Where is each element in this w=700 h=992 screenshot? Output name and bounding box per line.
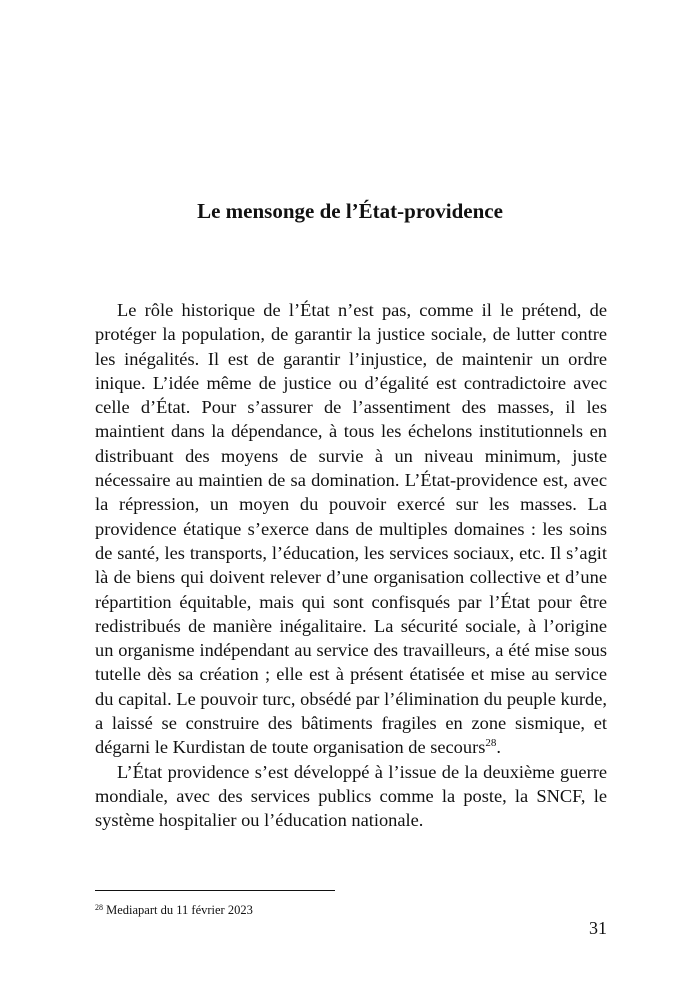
- body-text: [95, 298, 607, 833]
- paragraph-1-end: .: [496, 737, 501, 758]
- footnote-separator: [95, 890, 335, 891]
- chapter-title: Le mensonge de l’État-providence: [197, 199, 503, 223]
- paragraph-2: L’État providence s’est développé à l’issue de la deuxième guerre mondiale, avec des services publics comme la poste, la SNCF, le système hospitalier ou l’éducation nationale.: [95, 761, 607, 831]
- paragraph-1-text: Le rôle historique de l’État n’est pas, comme il le prétend, de protéger la population, de garantir la justice sociale, de lutter contre les inégalités. Il est de garantir l’injustice, de maintenir un ordre inique. L’idée même de justice ou d’égalité est contradictoire avec celle d’État. Pour s’assurer de l’assentiment des masses, il les maintient dans la dépendance, à tous les échelons institutionnels en distribuant des moyens de survie à un niveau minimum, juste nécessaire au maintien de sa domination. L’État-providence est, avec la répression, un moyen du pouvoir exercé sur les masses. La providence étatique s’exerce dans de multiples domaines : les soins de santé, les transports, l’éducation, les services sociaux, etc. Il s’agit là de biens qui doivent relever d’une organisation collective et d’une répartition équitable, mais qui sont confisqués par l’État pour être redistribués de manière inégalitaire. La sécurité sociale, à l’origine un organisme indépendant au service des travailleurs, a été mise sous tutelle dès sa création ; elle est à présent étatisée et mise au service du capital. Le pouvoir turc, obsédé par l’élimination du peuple kurde, a laissé se construire des bâtiments fragiles en zone sismique, et dégarni le Kurdistan de toute organisation de secours: [95, 300, 607, 758]
- footnote-number: 28: [95, 903, 103, 912]
- footnote: [95, 903, 253, 918]
- footnote-reference: 28: [485, 737, 497, 750]
- paragraph-1: [95, 298, 607, 760]
- footnote-text: Mediapart du 11 février 2023: [106, 903, 253, 917]
- page-number: 31: [589, 918, 607, 938]
